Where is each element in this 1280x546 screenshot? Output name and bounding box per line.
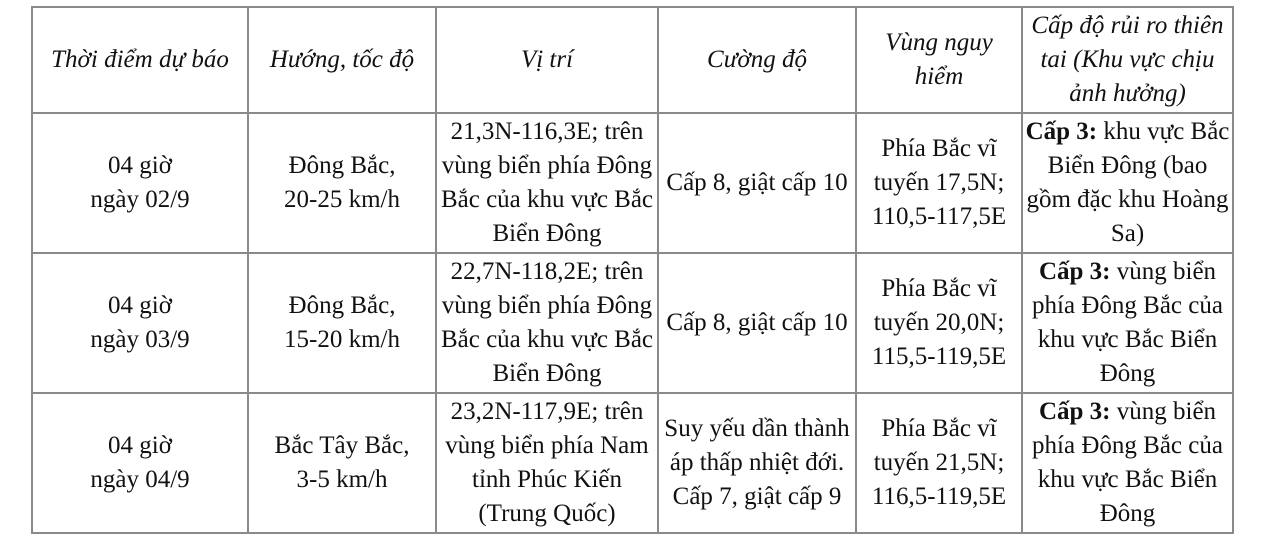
speed-label: 20-25 km/h: [284, 186, 400, 213]
cell-direction: [249, 114, 435, 252]
risk-level: Cấp 3:: [1038, 258, 1111, 285]
header-position: Vị trí: [437, 8, 657, 112]
header-intensity: Cường độ: [659, 8, 855, 112]
direction-label: Bắc Tây Bắc,: [274, 432, 410, 459]
cell-risk: [1023, 254, 1232, 392]
speed-label: 15-20 km/h: [284, 326, 400, 353]
cell-intensity: Cấp 8, giật cấp 10: [659, 254, 855, 392]
table-row: [33, 114, 1232, 252]
cell-risk: [1023, 114, 1232, 252]
cell-danger-zone: Phía Bắc vĩ tuyến 17,5N; 110,5-117,5E: [857, 114, 1021, 252]
cell-position: 22,7N-118,2E; trên vùng biển phía Đông Bắc của khu vực Bắc Biển Đông: [437, 254, 657, 392]
table-row: [33, 254, 1232, 392]
cell-time: [33, 114, 247, 252]
header-direction-speed: Hướng, tốc độ: [249, 8, 435, 112]
time-date: ngày 03/9: [90, 326, 190, 353]
time-hour: 04 giờ: [108, 152, 172, 179]
header-danger-zone: Vùng nguy hiểm: [857, 8, 1021, 112]
cell-time: [33, 254, 247, 392]
forecast-table: [31, 6, 1234, 534]
direction-label: Đông Bắc,: [288, 152, 396, 179]
time-date: ngày 02/9: [90, 186, 190, 213]
time-hour: 04 giờ: [108, 432, 172, 459]
cell-risk: [1023, 394, 1232, 532]
risk-area: vùng biển phía Đông Bắc của khu vực Bắc Biển Đông: [1032, 398, 1223, 527]
cell-time: [33, 394, 247, 532]
cell-danger-zone: Phía Bắc vĩ tuyến 21,5N; 116,5-119,5E: [857, 394, 1021, 532]
risk-level: Cấp 3:: [1025, 118, 1098, 145]
cell-position: 23,2N-117,9E; trên vùng biển phía Nam tỉnh Phúc Kiến (Trung Quốc): [437, 394, 657, 532]
cell-intensity: Cấp 8, giật cấp 10: [659, 114, 855, 252]
header-risk-level: Cấp độ rủi ro thiên tai (Khu vực chịu ảnh hưởng): [1023, 8, 1232, 112]
direction-label: Đông Bắc,: [288, 292, 396, 319]
cell-intensity: Suy yếu dần thành áp thấp nhiệt đới. Cấp 7, giật cấp 9: [659, 394, 855, 532]
cell-direction: [249, 254, 435, 392]
table-row: [33, 394, 1232, 532]
cell-danger-zone: Phía Bắc vĩ tuyến 20,0N; 115,5-119,5E: [857, 254, 1021, 392]
speed-label: 3-5 km/h: [296, 466, 388, 493]
cell-position: 21,3N-116,3E; trên vùng biển phía Đông Bắc của khu vực Bắc Biển Đông: [437, 114, 657, 252]
cell-direction: [249, 394, 435, 532]
risk-area: vùng biển phía Đông Bắc của khu vực Bắc Biển Đông: [1032, 258, 1223, 387]
header-forecast-time: Thời điểm dự báo: [33, 8, 247, 112]
time-date: ngày 04/9: [90, 466, 190, 493]
risk-level: Cấp 3:: [1038, 398, 1111, 425]
time-hour: 04 giờ: [108, 292, 172, 319]
risk-area: khu vực Bắc Biển Đông (bao gồm đặc khu Hoàng Sa): [1026, 118, 1230, 247]
table-header-row: [33, 8, 1232, 112]
